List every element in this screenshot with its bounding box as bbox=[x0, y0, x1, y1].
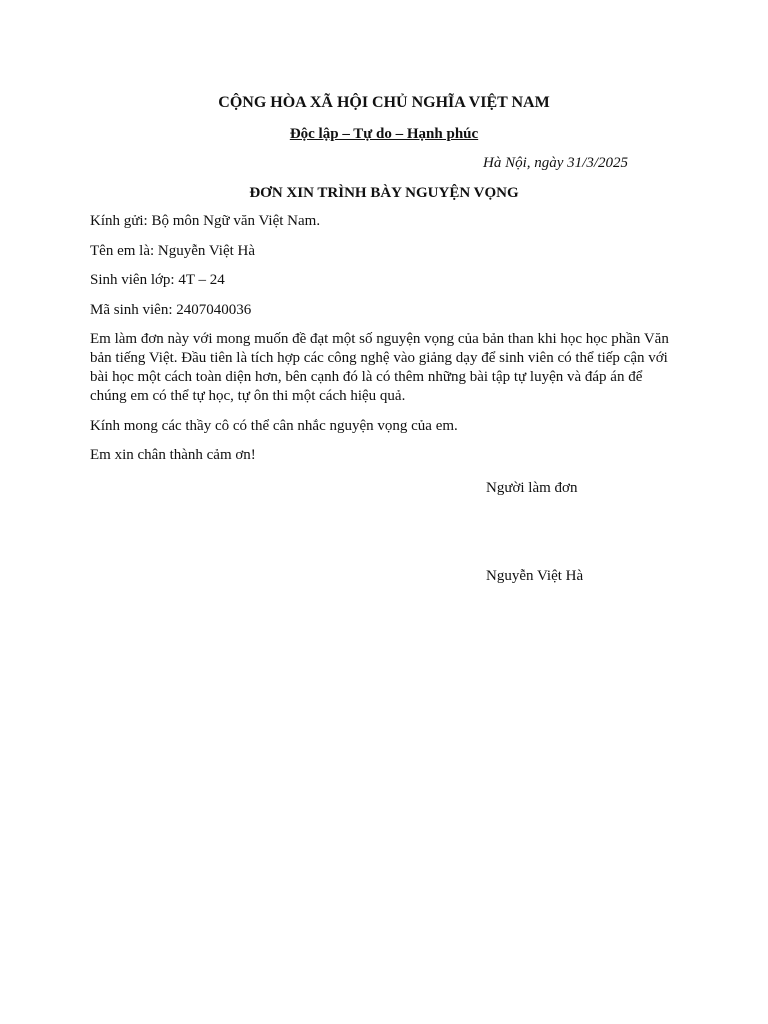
signature-name: Nguyễn Việt Hà bbox=[486, 568, 584, 584]
signature-label: Người làm đơn bbox=[486, 480, 578, 496]
national-title: CỘNG HÒA XÃ HỘI CHỦ NGHĨA VIỆT NAM bbox=[218, 94, 550, 111]
thanks-line: Em xin chân thành cảm ơn! bbox=[90, 447, 256, 463]
place-and-date: Hà Nội, ngày 31/3/2025 bbox=[483, 155, 628, 171]
document-title: ĐƠN XIN TRÌNH BÀY NGUYỆN VỌNG bbox=[249, 185, 519, 201]
national-motto: Độc lập – Tự do – Hạnh phúc bbox=[289, 126, 479, 142]
student-name-line: Tên em là: Nguyễn Việt Hà bbox=[90, 242, 256, 259]
recipient-line: Kính gửi: Bộ môn Ngữ văn Việt Nam. bbox=[90, 213, 321, 229]
student-id-line: Mã sinh viên: 2407040036 bbox=[90, 301, 252, 318]
body-paragraph: Em làm đơn này với mong muốn đề đạt một số nguyện vọng của bản than khi học học phần Văn bản tiếng Việt. Đầu tiên là tích hợp các công nghệ vào giảng dạy để sinh viên có thể tiếp cận với bài học một cách toàn diện hơn, bên cạnh đó là có thêm những bài tập tự luyện và đáp án để chúng em có thể tự học, tự ôn thi một cách hiệu quả. bbox=[90, 331, 669, 404]
request-line: Kính mong các thầy cô có thể cân nhắc nguyện vọng của em. bbox=[90, 417, 458, 434]
student-class-line: Sinh viên lớp: 4T – 24 bbox=[90, 272, 225, 288]
letter-body bbox=[90, 212, 682, 476]
